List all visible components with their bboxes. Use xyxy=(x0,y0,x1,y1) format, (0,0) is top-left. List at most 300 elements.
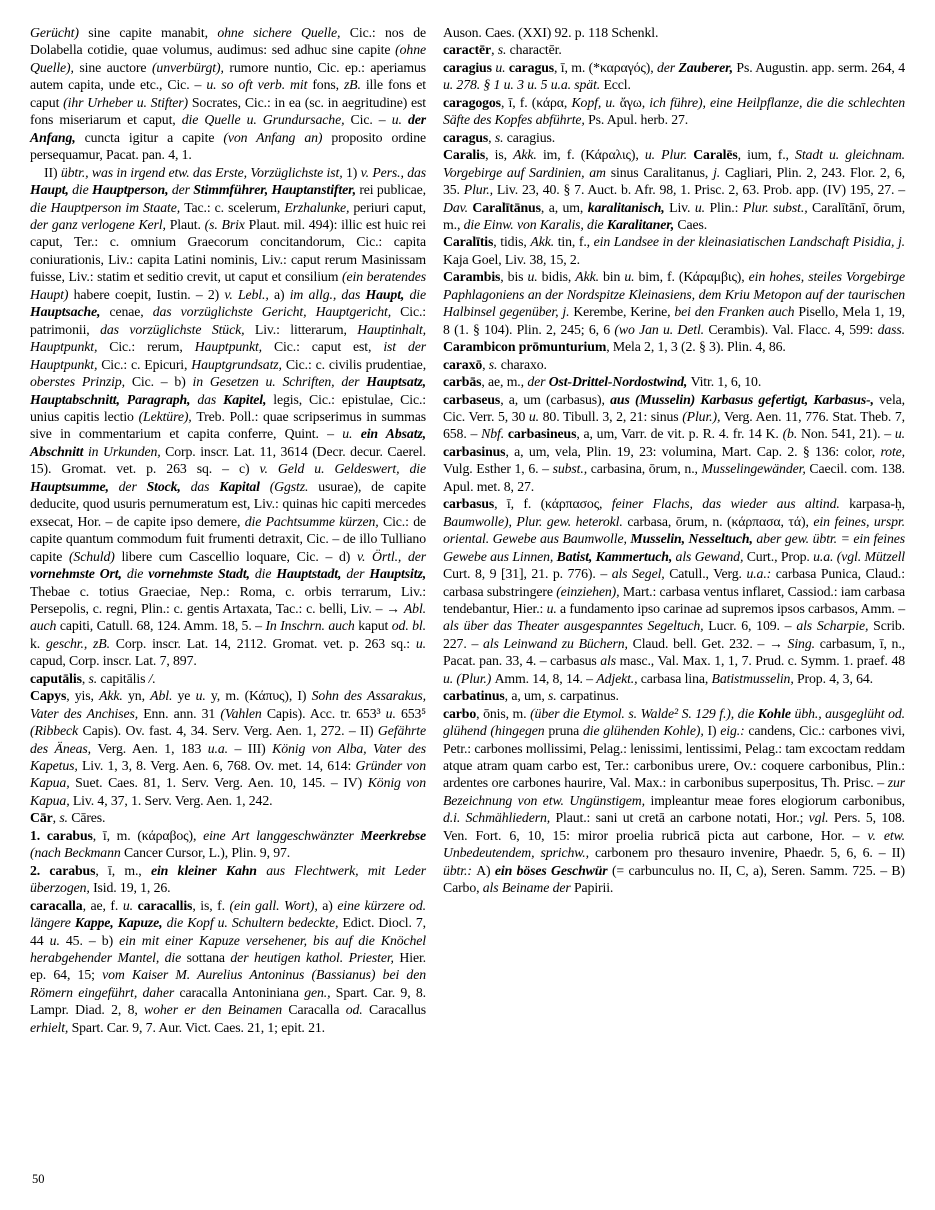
dictionary-paragraph xyxy=(443,41,905,58)
text-run: der xyxy=(527,374,549,390)
text-run: Liv. 23, 40. § 7. Auct. b. Afr. 98, 1. Prisc. 2, 63. Prob. app. (IV) 195, 27. – xyxy=(496,182,906,198)
text-run: u. Plur. xyxy=(644,147,694,163)
text-run: , xyxy=(52,810,60,826)
text-run: u.a. (vgl. Mützell xyxy=(813,548,906,564)
text-run: Hauptgrundsatz, xyxy=(191,356,286,372)
text-run: yn, xyxy=(128,688,151,704)
text-run: vela, Cic. Verr. 5, 30 xyxy=(443,391,905,424)
text-run: (ihr Urheber u. Stifter) xyxy=(63,94,189,110)
text-run: Erzhalunke, xyxy=(284,199,354,215)
text-run: u. xyxy=(195,688,211,704)
left-text-column xyxy=(30,24,426,1036)
text-run: capiti, Catull. 68, 124. Amm. 18, 5. – xyxy=(59,618,266,634)
text-run: , bis xyxy=(500,269,528,285)
text-run: Liv.: litterarum, xyxy=(254,321,358,337)
text-run: ye xyxy=(177,688,196,704)
text-run: als Leinwand zu Büchern, xyxy=(483,635,633,651)
text-run: Mart.: carbasa ventus inflaret, Cassiod.: iam carbasa tendebantur, Hier.: xyxy=(443,583,905,616)
text-run: s. xyxy=(488,356,501,372)
text-run: Cancer Cursor, L.), Plin. 9, 97. xyxy=(123,845,291,861)
text-run: ein böses Geschwür xyxy=(494,862,612,878)
text-run: Caralis xyxy=(443,147,486,163)
text-run: – III) xyxy=(234,740,273,756)
text-run: der heutigen kathol. Priester, xyxy=(230,950,400,966)
text-run: capitālis xyxy=(100,670,149,686)
text-run: Edict. Diocl. 7, 44 xyxy=(30,915,426,948)
text-run: (= carbunculus no. II, C, a), Seren. Samm. 725. – B) Carbo, xyxy=(443,862,905,896)
text-run: Eccl. xyxy=(603,77,631,93)
text-run: Scrib. 227. – xyxy=(443,618,906,651)
text-run: die Einw. von Karalis, die xyxy=(463,216,607,232)
text-run: caragogos xyxy=(443,94,501,110)
text-run: Caes. xyxy=(677,216,708,232)
text-run: (Vahlen xyxy=(220,705,267,721)
text-run: u. xyxy=(624,269,639,285)
text-run: das xyxy=(197,391,224,407)
dictionary-paragraph xyxy=(443,391,905,496)
text-run: Pisello, Mela 1, 19, 8 (1. § 104). Plin. 2, 245; 6, 6 xyxy=(443,304,905,337)
text-run: Hier. ep. 64, 15; xyxy=(30,950,426,983)
text-run: Curt., Prop. xyxy=(746,548,814,564)
dictionary-paragraph xyxy=(443,705,905,897)
text-run: Lucr. 6, 109. – xyxy=(708,618,797,634)
text-run: (Lektüre), xyxy=(138,408,197,424)
text-run: oberstes Prinzip, xyxy=(30,374,132,390)
text-run: candens, Cic.: carbones vivi, Petr.: carbones mollissimi, Pelag.: lenissimi, lentissimi, Pelag.: tam excoctam reddam atque atram quam carbo est, Ter.: carbonibus urere, Ov.: coquere carbonibus, Plin.: ardentes ore carbones haurire, Val. Max.: in carbonibus superpositus, Th. Prisc. – xyxy=(443,723,906,791)
text-run: Socrates, Cic.: in ea (sc. in aegritudine) est fons miseriarum et caput, xyxy=(30,94,427,128)
text-run: j. xyxy=(897,234,906,250)
text-run: Kappe, Kapuze, xyxy=(74,915,167,931)
text-run: übtr., was in irgend etw. das Erste, Vorzüglichste ist, xyxy=(60,164,346,180)
text-run: proposito ordine persequamur, Pacat. pan. 4, 1. xyxy=(30,129,426,163)
text-run: karalitanisch, xyxy=(587,199,670,215)
text-run: Spart. Car. 9, 8. Lampr. Diad. 2, 8, xyxy=(30,984,426,1018)
text-run: , xyxy=(482,356,489,372)
text-run: , xyxy=(488,129,495,145)
text-run: Ps. Augustin. app. serm. 264, 4 xyxy=(736,59,905,75)
text-run: , a, um (carbasus), xyxy=(500,391,611,407)
dictionary-paragraph xyxy=(443,373,905,390)
text-run: u. so oft verb. mit xyxy=(206,77,313,93)
text-run: (Schuld) xyxy=(68,548,115,564)
text-run: , yis, xyxy=(66,688,100,704)
text-run: , xyxy=(81,670,89,686)
text-run: Cagliari, Plin. 2, 243. Flor. 2, 6, 35. xyxy=(443,164,905,198)
text-run: , ōnis, m. xyxy=(476,705,531,721)
text-run: in Urkunden, xyxy=(87,443,166,459)
text-run: y, m. (Κάπυς), I) xyxy=(210,688,312,704)
text-run: vom Kaiser M. Aurelius Antoninus (Bassianus) bei den Römern eingeführt, daher xyxy=(30,967,426,1000)
text-run: j. xyxy=(713,164,725,180)
text-run: Plaut.: sani ut cretā an carbone notati, Hor.; xyxy=(555,810,809,826)
text-run: im, f. (Κάραλις), xyxy=(542,147,645,163)
dictionary-paragraph xyxy=(443,146,905,233)
text-run: Kerembe, Kerine, xyxy=(573,304,675,320)
text-run: carbatinus xyxy=(443,688,505,704)
text-run: j. xyxy=(562,304,574,320)
text-run: Cār xyxy=(30,810,53,826)
text-run: 1. carabus xyxy=(30,827,93,843)
text-run: Corp. inscr. Lat. 11, 3614 (Decr. decur. Caerel. 15). Gromat. vet. p. 263 sq. – c) xyxy=(30,443,426,477)
text-run: kaput xyxy=(358,618,392,634)
text-run: masc., Val. Max. 1, 1, 7. Prud. c. Symm. 1. praef. 48 xyxy=(619,653,905,669)
dictionary-paragraph xyxy=(30,897,426,1037)
text-run: die Kopf u. Schultern bedeckte, xyxy=(166,915,343,931)
text-run: der xyxy=(656,59,679,75)
text-run: Baumwolle), Plur. gew. heterokl. xyxy=(443,513,628,529)
text-run: (ein gall. Wort), xyxy=(229,897,323,913)
text-run: u. (Plur.) xyxy=(443,670,495,686)
text-run: a) xyxy=(322,897,338,913)
dictionary-paragraph xyxy=(443,94,905,129)
text-run: Enn. ann. 31 xyxy=(143,705,221,721)
text-run: gen., xyxy=(304,984,336,1000)
text-run: Cic.: caput est, xyxy=(273,339,384,355)
text-run: cenae, xyxy=(109,304,153,320)
text-run: caracalla xyxy=(30,897,83,913)
text-run: Kohle xyxy=(757,705,795,721)
text-run: u. xyxy=(694,199,710,215)
text-run: u. xyxy=(546,600,561,616)
text-run: eig.: xyxy=(720,723,749,739)
text-run: k. xyxy=(30,635,46,651)
text-run: (ohne Quelle), xyxy=(30,42,426,75)
text-run: charactēr. xyxy=(509,42,562,58)
text-run: , ae, m., xyxy=(481,374,528,390)
text-run: 45. – b) xyxy=(65,932,120,948)
text-run: 653⁵ xyxy=(400,705,426,721)
text-run: v. Örtl., der xyxy=(357,548,426,564)
text-run: der ganz verlogene Kerl, xyxy=(30,216,170,232)
text-run: Akk. xyxy=(513,147,543,163)
dictionary-paragraph xyxy=(443,233,905,268)
text-run: u. xyxy=(415,635,426,651)
text-run: (unverbürgt), xyxy=(151,59,224,75)
text-run: (Ggstz. xyxy=(269,478,319,494)
text-run: (von Anfang an) xyxy=(223,129,323,145)
text-run: Dav. xyxy=(443,199,473,215)
dictionary-paragraph xyxy=(30,687,426,809)
text-run: in Gesetzen u. Schriften, der xyxy=(192,374,367,390)
text-run: der xyxy=(118,478,147,494)
text-run: sinus Caralitanus, xyxy=(610,164,714,180)
text-run: u. 278. § 1 u. 3 u. 5 u.a. spät. xyxy=(443,77,604,93)
text-run: (einziehen), xyxy=(556,583,623,599)
text-run: caractēr xyxy=(443,42,492,58)
text-run: (über die Etymol. s. Walde² S. 129 f.), die xyxy=(530,705,758,721)
text-run: der Anfang, xyxy=(30,112,427,145)
text-run: (ein beratendes Haupt) xyxy=(30,269,426,302)
text-run: Liv. 1, 3, 8. Verg. Aen. 6, 768. Ov. met. 14, 614: xyxy=(81,758,356,774)
dictionary-paragraph xyxy=(30,164,426,670)
text-run: die xyxy=(254,566,277,582)
text-run: Batistmusselin, xyxy=(711,670,797,686)
text-run: , ī, m., xyxy=(95,862,151,878)
dictionary-page xyxy=(30,24,905,1036)
text-run: Haupt, xyxy=(365,286,410,302)
text-run: ein mit einer Kapuze versehener, bis auf die Knöchel herabgehender Mantel, die xyxy=(30,932,427,966)
text-run: 1) xyxy=(345,164,361,180)
text-run: Hauptsache, xyxy=(30,304,110,320)
text-run: (b. xyxy=(782,426,801,442)
text-run: s. xyxy=(59,810,72,826)
text-run: Treb. Poll.: quae scripserimus in summas sive in commentarium et capita conferre, Quint. – xyxy=(30,408,427,442)
text-run: Cic.: de capite quantum commodum fuit frumenti detraxit, Cic. – de illo Tulliano capite xyxy=(30,513,426,564)
text-run: aus (Musselin) Karbasus gefertigt, Karbasus-, xyxy=(610,391,880,407)
text-run: sottana xyxy=(186,950,231,966)
text-run: Hauptstadt, xyxy=(276,566,347,582)
text-run: Corp. inscr. Lat. 14, 2112. Gromat. vet. p. 263 sq.: xyxy=(115,635,416,651)
text-run: u. xyxy=(495,59,509,75)
text-run: als xyxy=(600,653,620,669)
text-run: die glühenden Kohle), xyxy=(582,723,708,739)
text-run: , a, um, Varr. de vit. p. R. 4. fr. 14 K. xyxy=(576,426,783,442)
text-run: u. xyxy=(342,426,361,442)
text-run: die Pachtsumme kürzen, xyxy=(244,513,383,529)
text-run: Akk. xyxy=(530,234,558,250)
text-run: feiner Flachs, das wieder aus altind. xyxy=(611,496,850,512)
text-run: Abl. xyxy=(150,688,178,704)
text-run: im allg., das xyxy=(289,286,366,302)
text-run: Cic.: patrimonii, xyxy=(30,304,426,337)
text-run: Carambicon prōmunturium xyxy=(443,339,607,355)
text-run: , ī, f. (κάρπασος, xyxy=(494,496,612,512)
dictionary-paragraph xyxy=(30,809,426,826)
text-run: Capys xyxy=(30,688,67,704)
text-run: Capis). Ov. fast. 4, 34. Serv. Verg. Aen. 1, 272. – II) xyxy=(82,723,378,739)
text-run: libere cum Cascellio loquare, Cic. – d) xyxy=(114,548,357,564)
text-run: Caecil. com. 138. Apul. met. 8, 27. xyxy=(443,461,905,494)
text-run: Sing. xyxy=(787,635,820,651)
text-run: als Beiname der xyxy=(482,880,574,896)
text-run: u. xyxy=(894,426,905,442)
text-run: Caracalla xyxy=(288,1002,346,1018)
text-run: Kapital xyxy=(219,478,270,494)
text-run: zB. xyxy=(343,77,361,93)
text-run: carbasus xyxy=(443,496,495,512)
text-run: Cic.: c. Epicuri, xyxy=(101,356,192,372)
text-run: Cic.: rerum, xyxy=(109,339,195,355)
text-run: König von Kapua, xyxy=(30,775,426,808)
text-run: subst., xyxy=(552,461,591,477)
text-run: a) xyxy=(273,286,290,302)
text-run: (nach Beckmann xyxy=(30,845,124,861)
two-column-text xyxy=(30,24,905,1036)
text-run: als über das Theater ausgespanntes Segeltuch, xyxy=(443,618,709,634)
text-run: bin xyxy=(603,269,625,285)
text-run: , a, um, vela, Plin. 19, 23: volumina, Mart. Cap. 2. § 136: color, xyxy=(505,443,881,459)
text-run: Stimmführer, Hauptanstifter, xyxy=(193,182,360,198)
text-run: übtr.: xyxy=(443,862,477,878)
text-run: ille fons et caput xyxy=(30,77,426,110)
text-run: v. etw. Unbedeutendem, sprichw., xyxy=(443,827,905,861)
text-run: Batist, Kammertuch, xyxy=(556,548,676,564)
text-run: s. xyxy=(494,129,507,145)
text-run: Caralītānus xyxy=(472,199,541,215)
text-run: der xyxy=(346,566,370,582)
text-run: Akk. xyxy=(575,269,604,285)
text-run: Karalitaner, xyxy=(606,216,678,232)
text-run: Non. 541, 21). – xyxy=(800,426,895,442)
text-run: d.i. Schmähliedern, xyxy=(443,810,556,826)
text-run: a fundamento ipso carinae ad supremos ipsos carbasos, Amm. – xyxy=(560,600,906,616)
text-run: Vitr. 1, 6, 10. xyxy=(690,374,762,390)
text-run: Gründer von Kapua, xyxy=(30,758,426,791)
text-run: sine capite manabit, xyxy=(78,25,218,40)
right-text-column xyxy=(443,24,905,1036)
text-run: , Mela 2, 1, 3 (2. § 3). Plin. 4, 86. xyxy=(606,339,786,355)
text-run: caputālis xyxy=(30,670,82,686)
text-run: rei publicae, xyxy=(359,182,426,198)
text-run: , ī, m. (κάραβος), xyxy=(92,827,204,843)
text-run: Caralēs xyxy=(693,147,738,163)
text-run: die Quelle u. Grundursache, xyxy=(181,112,345,128)
dictionary-paragraph xyxy=(443,687,905,704)
text-run: u. xyxy=(528,408,543,424)
text-run: carbās xyxy=(443,374,482,390)
text-run: , is, xyxy=(485,147,514,163)
text-run: ἄγω, xyxy=(619,94,650,110)
text-run: die xyxy=(72,182,93,198)
text-run: , ī, m. (*καραγός), xyxy=(554,59,657,75)
text-run: (Plur.), xyxy=(682,408,724,424)
text-run: carbasinus xyxy=(443,443,506,459)
text-run: bidis, xyxy=(541,269,576,285)
text-run: carpatinus. xyxy=(559,688,619,704)
text-run: Akk. xyxy=(99,688,129,704)
text-run: Cerambis). Val. Flacc. 4, 599: xyxy=(708,321,878,337)
dictionary-paragraph xyxy=(443,495,905,687)
text-run: Amm. 14, 8, 14. – xyxy=(494,670,597,686)
dictionary-paragraph xyxy=(30,670,426,687)
text-run: das vorzüglichste Stück, xyxy=(100,321,255,337)
text-run: Liv. 4, 37, 1. Serv. Verg. Aen. 1, 242. xyxy=(72,792,273,808)
text-run: vornehmste Ort, xyxy=(30,566,127,582)
text-run: , xyxy=(491,42,498,58)
text-run: die Hauptperson im Staate, xyxy=(30,199,185,215)
text-run: Vulg. Esther 1, 6. – xyxy=(443,461,553,477)
text-run: usurae), de capite deducite, quod usuris pernumeratum est, Liv.: quinas hic capiti mercedes exsecat, Hor. – de capite ipso demere, xyxy=(30,478,426,529)
text-run: cuncta igitur a capite xyxy=(75,129,224,145)
text-run: Stock, xyxy=(146,478,191,494)
text-run: Ost-Drittel-Nordostwind, xyxy=(548,374,691,390)
text-run: Isid. 19, 1, 26. xyxy=(93,880,171,896)
text-run: , is, f. xyxy=(192,897,230,913)
text-run: u. xyxy=(122,897,138,913)
text-run: ohne sichere Quelle, xyxy=(217,25,341,40)
text-run: Plur., xyxy=(463,182,497,198)
text-run: Hauptpunkt, xyxy=(194,339,274,355)
text-run: Liv. xyxy=(669,199,695,215)
text-run: dass. xyxy=(877,321,905,337)
text-run: Cic.: c. civilis prudentiae, xyxy=(285,356,427,372)
text-run: Cic. – b) xyxy=(131,374,193,390)
text-run: vgl. xyxy=(808,810,834,826)
text-run: Capis). Acc. tr. 653³ xyxy=(266,705,386,721)
text-run: u. xyxy=(49,932,66,948)
text-run: v. Pers., das xyxy=(360,164,426,180)
text-run: carbo xyxy=(443,705,477,721)
text-run: od. bl. xyxy=(391,618,426,634)
text-run: ein kleiner Kahn xyxy=(150,862,267,878)
text-run: carbaseus xyxy=(443,391,501,407)
text-run: Sohn des Assarakus, Vater des Anchises, xyxy=(30,688,427,721)
text-run: pruna xyxy=(548,723,583,739)
text-run: woher er den Beinamen xyxy=(144,1002,289,1018)
text-run: Tac.: c. scelerum, xyxy=(184,199,285,215)
text-run: I) xyxy=(707,723,721,739)
text-run: Verg. Aen. 1, 183 xyxy=(97,740,208,756)
text-run: , ae, f. xyxy=(82,897,123,913)
text-run: erhielt, xyxy=(30,1019,72,1035)
text-run: Meerkrebse xyxy=(360,827,426,843)
text-run: Catull., Verg. xyxy=(669,566,747,582)
text-run: Haupt, xyxy=(30,182,73,198)
text-run: Carambis xyxy=(443,269,501,285)
text-run: (s. Brix xyxy=(204,216,249,232)
text-run: Musselin, Nesseltuch, xyxy=(630,531,757,547)
text-run: ein hohes, steiles Vorgebirge Paphlagoniens an der Nordspitze Kleinasiens, dem Kriu Metopon auf der taurischen Halbinsel gegenüber, xyxy=(443,269,905,320)
text-run: rote, xyxy=(880,443,905,459)
text-run: Plaut. mil. 494): illic est huic rei caput, Ter.: c. omnium Graecorum concitandorum, Cic.: capita coniurationis, Liv.: capita Latini nominis, Liv.: caput rerum Masinissam fuisse, Liv.: statim et seditio crevit, ut caput et consilium xyxy=(30,216,426,285)
text-run: Adjekt., xyxy=(596,670,641,686)
text-run: caragus xyxy=(508,59,555,75)
text-run: Hauptperson, xyxy=(92,182,172,198)
text-run: caracalla Antoniniana xyxy=(179,984,305,1000)
text-run: periuri caput, xyxy=(353,199,426,215)
text-run: Claud. bell. Get. 232. – → xyxy=(632,635,788,651)
text-run: legis, Cic.: epistulae, Cic.: unius capitis lectio xyxy=(30,391,426,424)
text-run: od. xyxy=(345,1002,369,1018)
text-run: vornehmste Stadt, xyxy=(148,566,255,582)
text-run: s. xyxy=(88,670,101,686)
text-run: ein Absatz, Abschnitt xyxy=(30,426,426,459)
dictionary-paragraph xyxy=(443,356,905,373)
text-run: v. Lebl., xyxy=(224,286,274,302)
text-run: u. xyxy=(391,112,408,128)
text-run: Gefährte des Äneas, xyxy=(30,723,426,756)
text-run: die xyxy=(409,286,427,302)
text-run: Abl. auch xyxy=(30,600,426,634)
text-run: das xyxy=(190,478,220,494)
page-number: 50 xyxy=(32,1172,45,1186)
dictionary-paragraph xyxy=(443,24,905,41)
text-run: , ī, f. (κάρα, xyxy=(500,94,572,110)
text-run: /. xyxy=(148,670,156,686)
text-run: , ium, f., xyxy=(737,147,796,163)
text-run: carbasum, ī, n., Pacat. pan. 33, 4. – carbasus xyxy=(443,635,905,669)
text-run: v. Geld u. Geldeswert, die xyxy=(259,461,426,477)
text-run: karpasa-ḥ, xyxy=(849,496,905,512)
text-run: carbasineus xyxy=(507,426,577,442)
text-run: , a, um, xyxy=(504,688,549,704)
dictionary-paragraph xyxy=(443,268,905,355)
dictionary-paragraph xyxy=(443,59,905,94)
dictionary-paragraph xyxy=(30,862,426,897)
text-run: (Ribbeck xyxy=(30,723,83,739)
text-run: Suet. Caes. 81, 1. Serv. Verg. Aen. 10, 145. – IV) xyxy=(75,775,368,791)
text-run: Plin.: xyxy=(709,199,743,215)
text-run: aus Flechtwerk, mit Leder überzogen, xyxy=(30,862,426,896)
text-run: caragius. xyxy=(506,129,556,145)
text-run: 2. carabus xyxy=(30,862,96,878)
text-run: bei den Franken auch xyxy=(674,304,799,320)
text-run: charaxo. xyxy=(500,356,547,372)
text-run: Kapitel, xyxy=(223,391,274,407)
text-run: übh., ausgeglüht od. glühend (hingegen xyxy=(443,705,905,739)
text-run: als Gewand, xyxy=(675,548,747,564)
text-run: Stadt u. gleichnam. Vorgebirge auf Sardinien, am xyxy=(443,147,906,180)
